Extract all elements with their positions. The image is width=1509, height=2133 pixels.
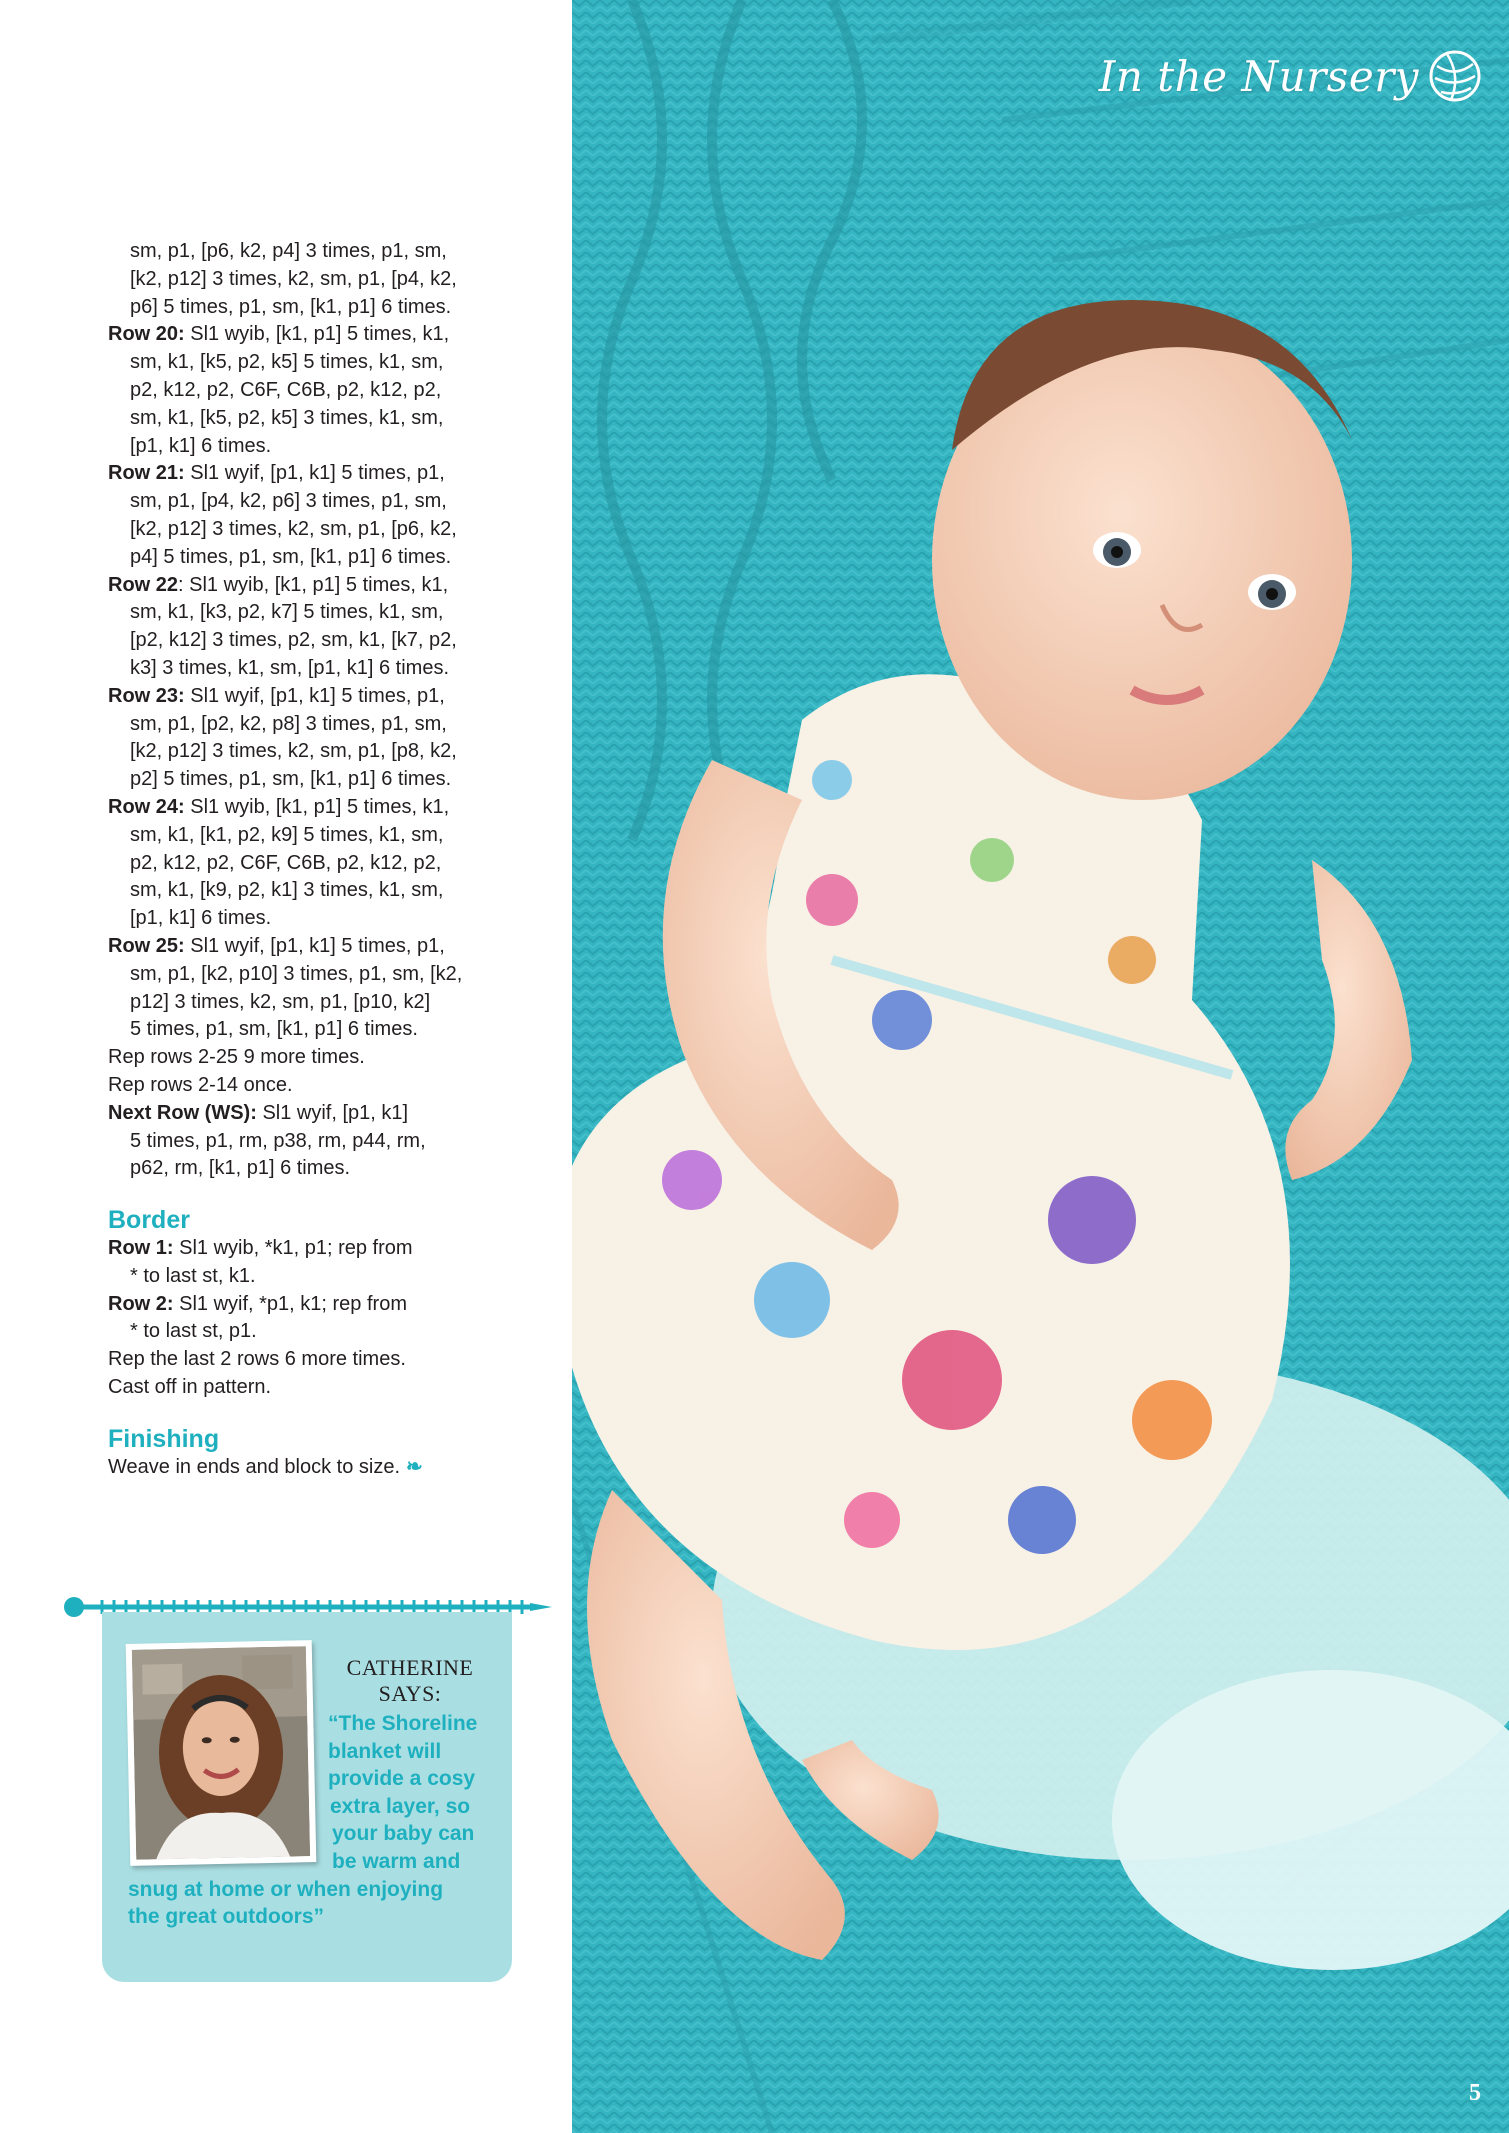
pattern-line [108, 711, 548, 739]
pattern-line [108, 1318, 548, 1346]
pattern-line [108, 1374, 548, 1402]
row-label: Row 1: [108, 1237, 174, 1260]
row-text: [k2, p12] 3 times, k2, sm, p1, [p6, k2, [130, 517, 457, 540]
pattern-line [108, 794, 548, 822]
pattern-line [108, 544, 548, 572]
row-text: Sl1 wyif, [p1, k1] 5 times, p1, [184, 462, 445, 485]
row-text: sm, p1, [k2, p10] 3 times, p1, sm, [k2, [130, 962, 463, 985]
pattern-column [0, 0, 572, 2133]
row-text: p6] 5 times, p1, sm, [k1, p1] 6 times. [130, 295, 452, 318]
designer-says-text: SAYS: [378, 1681, 442, 1706]
pattern-line [108, 266, 548, 294]
row-text: sm, p1, [p6, k2, p4] 3 times, p1, sm, [130, 240, 447, 262]
row-text: p2] 5 times, p1, sm, [k1, p1] 6 times. [130, 768, 452, 791]
pattern-line [108, 1072, 548, 1100]
row-text: p4] 5 times, p1, sm, [k1, p1] 6 times. [130, 545, 452, 568]
row-text: p2, k12, p2, C6F, C6B, p2, k12, p2, [130, 378, 442, 401]
pattern-line [108, 905, 548, 933]
pattern-line [108, 738, 548, 766]
pattern-line [108, 599, 548, 627]
pattern-line [108, 627, 548, 655]
row-label: Row 20: [108, 323, 185, 346]
row-text: Sl1 wyib, *k1, p1; rep from [173, 1237, 413, 1260]
border-heading: Border [108, 1206, 190, 1235]
row-label: Row 2: [108, 1292, 174, 1315]
pattern-line [108, 1044, 548, 1072]
pattern-line [108, 377, 548, 405]
row-text: Rep the last 2 rows 6 more times. [108, 1348, 406, 1371]
page-number: 5 [1469, 2080, 1481, 2106]
pattern-line [108, 460, 548, 488]
finishing-heading: Finishing [108, 1424, 220, 1453]
row-text: sm, k1, [k5, p2, k5] 3 times, k1, sm, [130, 406, 444, 429]
quote-line: blanket will [328, 1739, 442, 1763]
quote-line: snug at home or when enjoying [128, 1877, 444, 1901]
pattern-line [108, 1128, 548, 1156]
row-text: Sl1 wyif, [p1, k1] 5 times, p1, [184, 934, 445, 957]
row-text: [p1, k1] 6 times. [130, 907, 272, 930]
end-of-pattern-icon: ❧ [406, 1455, 423, 1478]
pattern-line [108, 238, 548, 266]
row-text: * to last st, k1. [130, 1264, 256, 1287]
pattern-line [108, 877, 548, 905]
row-text: Sl1 wyif, [p1, k1] 5 times, p1, [184, 684, 445, 707]
pattern-line [108, 989, 548, 1017]
pattern-line [108, 1235, 548, 1263]
row-text: k3] 3 times, k1, sm, [p1, k1] 6 times. [130, 656, 449, 679]
pattern-line [108, 655, 548, 683]
row-text: : Sl1 wyib, [k1, p1] 5 times, k1, [178, 573, 449, 596]
pattern-line [108, 933, 548, 961]
pattern-line [108, 822, 548, 850]
section-label: In the Nursery [1098, 52, 1419, 101]
row-text: sm, k1, [k1, p2, k9] 5 times, k1, sm, [130, 823, 444, 846]
row-text: sm, k1, [k5, p2, k5] 5 times, k1, sm, [130, 351, 444, 374]
row-text: [k2, p12] 3 times, k2, sm, p1, [p4, k2, [130, 267, 457, 290]
row-text: 5 times, p1, rm, p38, rm, p44, rm, [130, 1129, 426, 1152]
pattern-line [108, 1100, 548, 1128]
finishing-text [108, 1454, 548, 1482]
row-text: [p2, k12] 3 times, p2, sm, k1, [k7, p2, [130, 629, 457, 652]
designer-name-text: CATHERINE [346, 1655, 474, 1680]
row-text: sm, p1, [p4, k2, p6] 3 times, p1, sm, [130, 490, 447, 513]
pattern-line [108, 1291, 548, 1319]
quote-line: extra layer, so [330, 1794, 471, 1818]
pattern-line [108, 1155, 548, 1183]
quote-line: “The Shoreline [328, 1712, 478, 1735]
row-text: p62, rm, [k1, p1] 6 times. [130, 1157, 351, 1180]
row-label: Row 23: [108, 684, 185, 707]
baby-on-blanket-image [572, 0, 1509, 2133]
pattern-line [108, 766, 548, 794]
pattern-line [108, 1016, 548, 1044]
row-text: sm, p1, [p2, k2, p8] 3 times, p1, sm, [130, 712, 447, 735]
row-text: Sl1 wyib, [k1, p1] 5 times, k1, [184, 323, 450, 346]
pattern-line [108, 321, 548, 349]
quote-line: your baby can [332, 1822, 475, 1846]
pattern-line [108, 405, 548, 433]
pattern-line [108, 1263, 548, 1291]
row-label: Row 24: [108, 795, 185, 818]
pattern-line [108, 349, 548, 377]
pattern-line [108, 961, 548, 989]
row-text: sm, k1, [k9, p2, k1] 3 times, k1, sm, [130, 879, 444, 902]
pattern-line [108, 294, 548, 322]
quote-line: provide a cosy [328, 1767, 476, 1791]
row-text: Cast off in pattern. [108, 1376, 272, 1399]
row-label: Row 22 [108, 573, 179, 596]
pattern-line [108, 683, 548, 711]
pattern-line [108, 572, 548, 600]
row-text: sm, k1, [k3, p2, k7] 5 times, k1, sm, [130, 601, 444, 624]
row-label: Row 21: [108, 462, 185, 485]
row-text: [k2, p12] 3 times, k2, sm, p1, [p8, k2, [130, 740, 457, 763]
pattern-line [108, 1346, 548, 1374]
pattern-line [108, 850, 548, 878]
row-text: * to last st, p1. [130, 1320, 257, 1343]
row-label: Next Row (WS): [108, 1101, 257, 1124]
baby-photo [572, 0, 1509, 2133]
finishing-text-content: Weave in ends and block to size. [108, 1455, 401, 1478]
quote-line: be warm and [332, 1849, 461, 1873]
row-text: [p1, k1] 6 times. [130, 434, 272, 457]
pattern-line [108, 488, 548, 516]
pattern-instructions [108, 238, 548, 1482]
row-text: p2, k12, p2, C6F, C6B, p2, k12, p2, [130, 851, 442, 874]
row-label: Row 25: [108, 934, 185, 957]
row-text: Rep rows 2-14 once. [108, 1073, 293, 1096]
row-text: Sl1 wyif, *p1, k1; rep from [173, 1292, 407, 1315]
row-text: Sl1 wyif, [p1, k1] [256, 1101, 409, 1124]
quote-line: the great outdoors” [128, 1905, 325, 1929]
yarn-ball-icon [1427, 48, 1483, 104]
pattern-line [108, 433, 548, 461]
designer-name [330, 1655, 490, 1707]
row-text: p12] 3 times, k2, sm, p1, [p10, k2] [130, 990, 431, 1013]
row-text: Rep rows 2-25 9 more times. [108, 1046, 365, 1069]
row-text: 5 times, p1, sm, [k1, p1] 6 times. [130, 1018, 418, 1041]
row-text: Sl1 wyib, [k1, p1] 5 times, k1, [184, 795, 450, 818]
pattern-line [108, 516, 548, 544]
designer-quote [128, 1710, 508, 1931]
